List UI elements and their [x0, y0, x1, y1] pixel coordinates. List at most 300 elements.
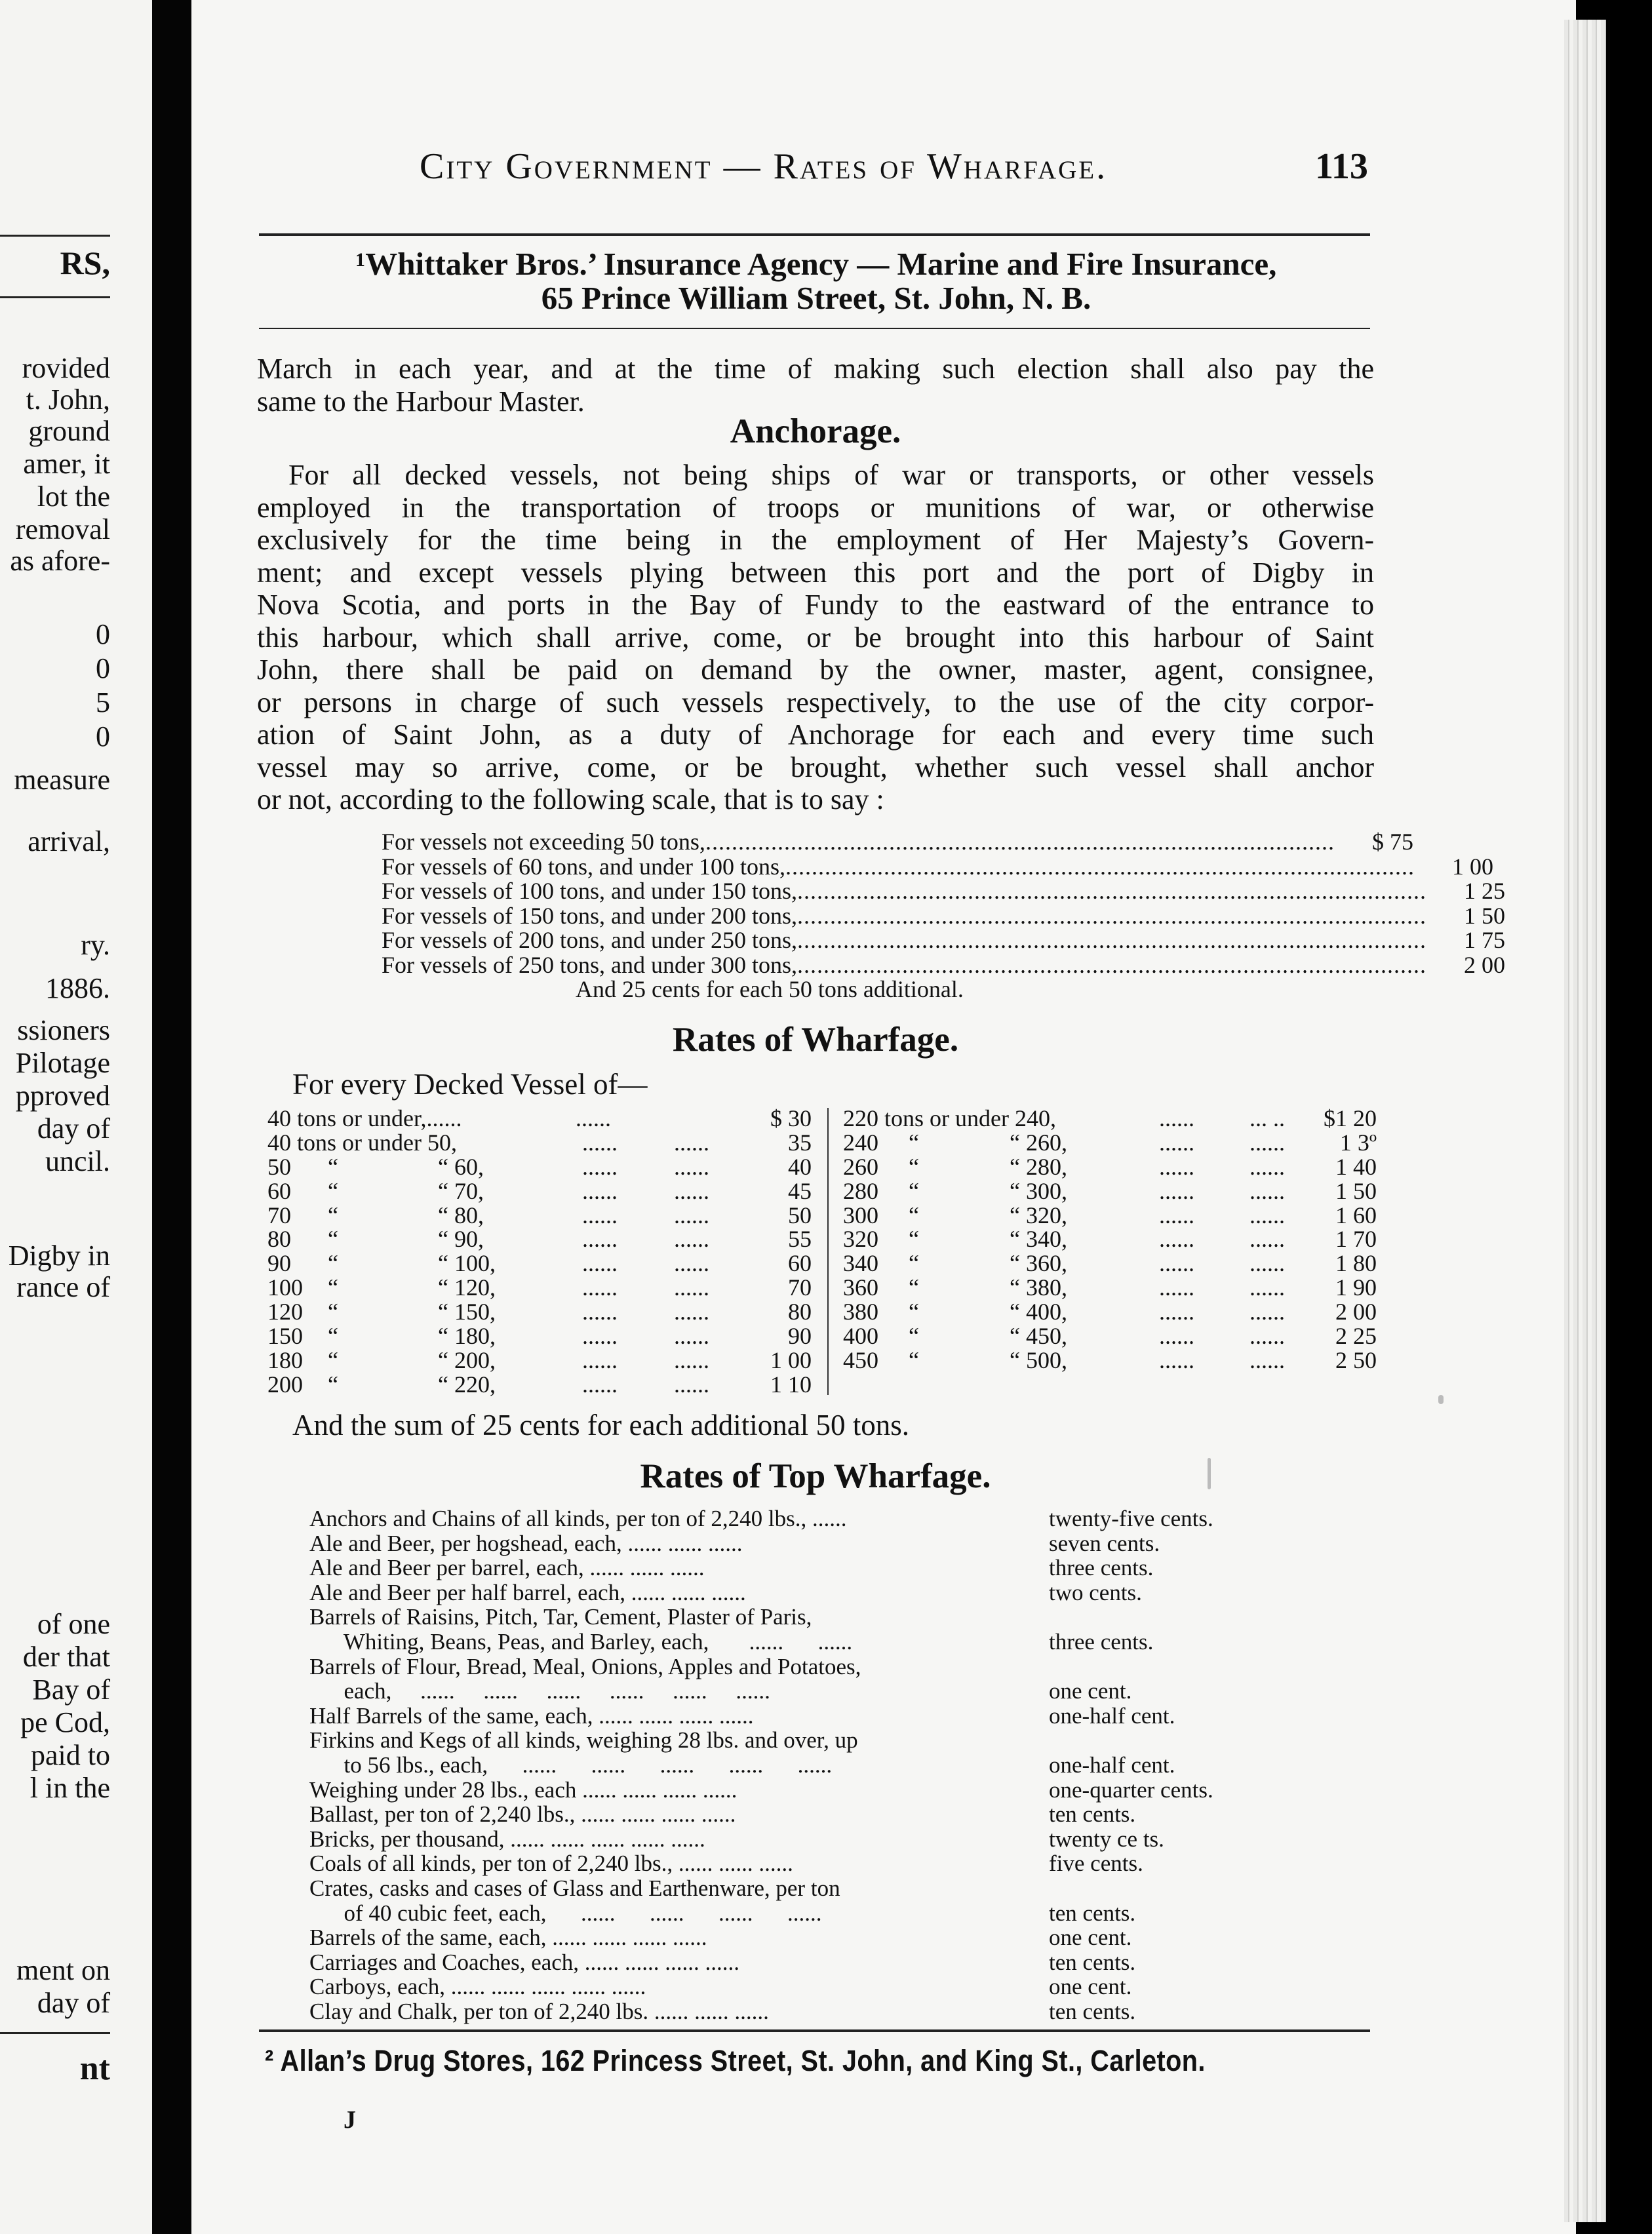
- top-wharfage-item: Firkins and Kegs of all kinds, weighing 28 lbs. and over, up: [309, 1727, 858, 1754]
- scale-amount: 1 50: [1463, 902, 1505, 929]
- top-wharfage-item: Barrels of Flour, Bread, Meal, Onions, Apples and Potatoes,: [309, 1653, 861, 1679]
- text-line: employed in the transportation of troops or munitions of war, or otherwise: [257, 491, 1374, 524]
- wharfage-rate: 60: [788, 1250, 812, 1277]
- tonnage-from: 60: [267, 1177, 291, 1204]
- tonnage-from: 200: [267, 1371, 303, 1398]
- facing-fragment: 0: [96, 652, 110, 684]
- top-wharfage-row: [309, 1753, 1280, 1778]
- tonnage-to: “ 450,: [1010, 1323, 1067, 1350]
- wharfage-rate: 1 40: [1335, 1153, 1377, 1180]
- ditto-mark: “: [328, 1177, 338, 1204]
- leader-dots: ......: [1249, 1299, 1285, 1325]
- wharfage-rate: 1 3º: [1339, 1129, 1377, 1156]
- top-wharfage-row: [309, 1605, 1280, 1630]
- ditto-mark: “: [909, 1323, 919, 1350]
- page-number: 113: [1315, 146, 1368, 187]
- top-wharfage-item: Carboys, each, ...... ...... ...... ...... ......: [309, 1974, 646, 2000]
- anchorage-heading: Anchorage.: [730, 412, 901, 450]
- facing-fragment: arrival,: [28, 825, 110, 857]
- tonnage-from: 220 tons or under 240,: [843, 1105, 1056, 1131]
- leader-dots: ......: [1159, 1250, 1194, 1277]
- leader-dots: ......: [1249, 1274, 1285, 1301]
- tonnage-to: “ 120,: [438, 1274, 496, 1301]
- wharfage-rate: 1 90: [1335, 1274, 1377, 1301]
- leader-dots: ......: [674, 1129, 709, 1156]
- tonnage-to: “ 150,: [438, 1299, 496, 1325]
- top-wharfage-item: Anchors and Chains of all kinds, per ton of 2,240 lbs., ......: [309, 1506, 847, 1531]
- scale-row: [382, 902, 1505, 929]
- top-wharfage-rate: five cents.: [1049, 1851, 1143, 1877]
- wharfage-row: [267, 1300, 812, 1324]
- leader-dots: ......: [674, 1346, 709, 1373]
- top-wharfage-rate: one-half cent.: [1049, 1702, 1175, 1729]
- scale-row: [382, 951, 1505, 978]
- top-wharfage-row: [309, 1655, 1280, 1679]
- top-wharfage-item: Ale and Beer per barrel, each, ...... ...... ......: [309, 1555, 705, 1581]
- wharfage-row: [267, 1131, 812, 1155]
- leader-dots: ......: [1249, 1250, 1285, 1277]
- wharfage-rate: $ 30: [770, 1105, 812, 1131]
- wharfage-row: [843, 1324, 1377, 1348]
- top-wharfage-item: each, ...... ...... ...... ...... ...... ......: [309, 1678, 770, 1704]
- leader-dots: ......: [1249, 1177, 1285, 1204]
- ditto-mark: “: [909, 1274, 919, 1301]
- tonnage-to: “ 100,: [438, 1250, 496, 1277]
- text-line: ation of Saint John, as a duty of Anchorage for each and every time such: [257, 718, 1374, 751]
- wharfage-row: [843, 1348, 1377, 1373]
- scale-label: For vessels of 200 tons, and under 250 tons,: [382, 927, 797, 953]
- wharfage-rate: 2 50: [1335, 1346, 1377, 1373]
- top-wharfage-rate: twenty ce ts.: [1049, 1826, 1164, 1852]
- tonnage-to: “ 280,: [1010, 1153, 1067, 1180]
- top-wharfage-row: [309, 1827, 1280, 1852]
- facing-fragment: 0: [96, 720, 110, 753]
- leader-dots: ......: [582, 1299, 618, 1325]
- tonnage-to: “ 500,: [1010, 1346, 1067, 1373]
- wharfage-subheading: For every Decked Vessel of—: [292, 1068, 648, 1101]
- facing-fragment: day of: [37, 1112, 110, 1145]
- ditto-mark: “: [328, 1274, 338, 1301]
- facing-fragment: ground: [28, 415, 110, 447]
- leader-dots: ................................................................................................: [796, 878, 1426, 904]
- top-wharfage-rate: ten cents.: [1049, 1998, 1136, 2024]
- top-wharfage-row: [309, 1728, 1280, 1753]
- tonnage-to: “ 80,: [438, 1202, 484, 1228]
- wharfage-rate: 1 80: [1335, 1250, 1377, 1277]
- leader-dots: ......: [1159, 1129, 1194, 1156]
- ditto-mark: “: [909, 1346, 919, 1373]
- leader-dots: ......: [1159, 1323, 1194, 1350]
- leader-dots: ......: [674, 1299, 709, 1325]
- top-wharfage-rate: twenty-five cents.: [1049, 1506, 1213, 1531]
- advertisement-rule: [259, 328, 1370, 329]
- wharfage-rate: 45: [788, 1177, 812, 1204]
- wharfage-row: [843, 1251, 1377, 1276]
- ditto-mark: “: [328, 1346, 338, 1373]
- facing-fragment: Bay of: [32, 1674, 110, 1706]
- top-wharfage-item: Ale and Beer, per hogshead, each, ...... ...... ......: [309, 1530, 743, 1556]
- book-gutter: [152, 0, 191, 2234]
- leader-dots: ......: [674, 1250, 709, 1277]
- facing-fragment: Pilotage: [15, 1047, 110, 1079]
- wharfage-rate: 1 60: [1335, 1202, 1377, 1228]
- top-advertisement-line1: ¹Whittaker Bros.’ Insurance Agency — Marine and Fire Insurance,: [355, 246, 1277, 282]
- leader-dots: ......: [674, 1202, 709, 1228]
- tonnage-to: “ 260,: [1010, 1129, 1067, 1156]
- facing-fragment: t. John,: [26, 383, 110, 416]
- text-line: For all decked vessels, not being ships of war or transports, or other vessels: [288, 459, 1374, 491]
- text-line: March in each year, and at the time of making such election shall also pay the: [257, 353, 1374, 385]
- text-line: Nova Scotia, and ports in the Bay of Fundy to the eastward of the entrance to: [257, 589, 1374, 621]
- top-advertisement-line2: 65 Prince William Street, St. John, N. B.: [541, 280, 1092, 316]
- footer-rule: [259, 2029, 1370, 2032]
- wharfage-row: [843, 1107, 1377, 1131]
- tonnage-from: 80: [267, 1226, 291, 1253]
- wharfage-rate: 70: [788, 1274, 812, 1301]
- tonnage-from: 150: [267, 1323, 303, 1350]
- top-wharfage-row: [309, 1974, 1280, 1999]
- wharfage-row: [843, 1227, 1377, 1251]
- top-wharfage-rate: seven cents.: [1049, 1530, 1160, 1556]
- wharfage-row: [843, 1179, 1377, 1204]
- wharfage-column-divider: [827, 1108, 829, 1395]
- top-wharfage-rate: three cents.: [1049, 1628, 1154, 1655]
- wharfage-row: [267, 1348, 812, 1373]
- top-wharfage-rate: one-half cent.: [1049, 1752, 1175, 1778]
- wharfage-rate: 40: [788, 1153, 812, 1180]
- wharfage-row: [843, 1276, 1377, 1300]
- facing-fragment: RS,: [60, 245, 110, 281]
- text-line: vessel may so arrive, come, or be brought, whether such vessel shall anchor: [257, 751, 1374, 783]
- leader-dots: ................................................................................................: [785, 853, 1415, 880]
- leader-dots: ......: [582, 1323, 618, 1350]
- ink-speck: [1438, 1395, 1444, 1404]
- top-wharfage-rate: one-quarter cents.: [1049, 1776, 1213, 1803]
- wharfage-row: [267, 1324, 812, 1348]
- top-wharfage-rate: ten cents.: [1049, 1801, 1136, 1828]
- top-wharfage-item: Whiting, Beans, Peas, and Barley, each, ...... ......: [309, 1628, 853, 1655]
- scale-amount: $ 75: [1371, 829, 1413, 855]
- wharfage-footer: And the sum of 25 cents for each additional 50 tons.: [292, 1409, 910, 1441]
- facing-fragment: removal: [15, 513, 110, 545]
- top-wharfage-item: Coals of all kinds, per ton of 2,240 lbs., ...... ...... ......: [309, 1851, 793, 1877]
- scale-label: For vessels of 60 tons, and under 100 tons,: [382, 853, 785, 880]
- facing-fragment: der that: [22, 1641, 110, 1673]
- leader-dots: ......: [582, 1153, 618, 1180]
- ditto-mark: “: [909, 1299, 919, 1325]
- top-wharfage-row: [309, 1556, 1280, 1580]
- top-wharfage-rate: one cent.: [1049, 1974, 1132, 2000]
- wharfage-row: [267, 1204, 812, 1228]
- facing-fragment: of one: [37, 1608, 110, 1640]
- top-wharfage-rate: three cents.: [1049, 1555, 1154, 1581]
- facing-fragment: 1886.: [45, 972, 110, 1004]
- ditto-mark: “: [328, 1371, 338, 1398]
- tonnage-to: “ 300,: [1010, 1177, 1067, 1204]
- ditto-mark: “: [328, 1153, 338, 1180]
- leader-dots: ......: [1249, 1323, 1285, 1350]
- leader-dots: ......: [582, 1177, 618, 1204]
- wharfage-rate: 1 10: [770, 1371, 812, 1398]
- wharfage-row: [267, 1373, 812, 1397]
- scale-amount: 1 00: [1451, 853, 1493, 880]
- ditto-mark: “: [328, 1226, 338, 1253]
- leader-dots: ......: [1249, 1346, 1285, 1373]
- leader-dots: ......: [582, 1346, 618, 1373]
- leader-dots: ......: [582, 1371, 618, 1398]
- facing-fragment: Digby in: [8, 1240, 110, 1272]
- top-wharfage-heading: Rates of Top Wharfage.: [640, 1457, 991, 1495]
- facing-page-rule: [0, 296, 110, 298]
- tonnage-to: “ 220,: [438, 1371, 496, 1398]
- text-line: same to the Harbour Master.: [257, 385, 585, 418]
- leader-dots: ......: [1249, 1129, 1285, 1156]
- leader-dots: ......: [1249, 1153, 1285, 1180]
- wharfage-rate: 55: [788, 1226, 812, 1253]
- leader-dots: ......: [674, 1323, 709, 1350]
- wharfage-rate: 1 70: [1335, 1226, 1377, 1253]
- tonnage-from: 380: [843, 1299, 878, 1325]
- top-wharfage-item: Bricks, per thousand, ...... ...... ...... ...... ......: [309, 1826, 705, 1852]
- tonnage-from: 340: [843, 1250, 878, 1277]
- tonnage-from: 320: [843, 1226, 878, 1253]
- ditto-mark: “: [909, 1153, 919, 1180]
- text-line: exclusively for the time being in the employment of Her Majesty’s Govern-: [257, 524, 1374, 556]
- top-wharfage-rate: ten cents.: [1049, 1900, 1136, 1926]
- leader-dots: ......: [674, 1153, 709, 1180]
- facing-fragment: pe Cod,: [20, 1706, 110, 1738]
- leader-dots: ......: [1159, 1177, 1194, 1204]
- wharfage-rate: 2 00: [1335, 1299, 1377, 1325]
- wharfage-table-left: [267, 1107, 812, 1397]
- wharfage-row: [267, 1179, 812, 1204]
- scale-row: [382, 878, 1505, 904]
- scale-label: For vessels of 250 tons, and under 300 tons,: [382, 951, 797, 978]
- leader-dots: ......: [582, 1202, 618, 1228]
- facing-fragment: measure: [14, 764, 110, 796]
- wharfage-table-right: [843, 1107, 1377, 1373]
- tonnage-from: 400: [843, 1323, 878, 1350]
- top-wharfage-row: [309, 1950, 1280, 1975]
- leader-dots: ......: [1159, 1105, 1194, 1131]
- facing-fragment: day of: [37, 1987, 110, 2019]
- top-wharfage-item: of 40 cubic feet, each, ...... ...... ...... ......: [309, 1900, 822, 1926]
- top-wharfage-item: Barrels of the same, each, ...... ...... ...... ......: [309, 1925, 707, 1951]
- tonnage-to: “ 340,: [1010, 1226, 1067, 1253]
- leader-dots: ................................................................................................: [796, 927, 1426, 953]
- top-wharfage-row: [309, 1630, 1280, 1655]
- leader-dots: ................................................................................................: [705, 829, 1335, 855]
- scale-label: For vessels of 100 tons, and under 150 tons,: [382, 878, 797, 904]
- top-wharfage-row: [309, 1802, 1280, 1827]
- tonnage-from: 240: [843, 1129, 878, 1156]
- leader-dots: ................................................................................................: [796, 902, 1426, 929]
- top-wharfage-item: Weighing under 28 lbs., each ...... ...... ...... ......: [309, 1776, 738, 1803]
- tonnage-to: “ 380,: [1010, 1274, 1067, 1301]
- leader-dots: ......: [674, 1274, 709, 1301]
- top-wharfage-row: [309, 1778, 1280, 1803]
- tonnage-from: 50: [267, 1153, 291, 1180]
- top-wharfage-rate: ten cents.: [1049, 1949, 1136, 1975]
- leader-dots: ......: [1159, 1202, 1194, 1228]
- wharfage-rate: 50: [788, 1202, 812, 1228]
- facing-fragment: rance of: [16, 1271, 110, 1303]
- facing-fragment: rovided: [22, 352, 110, 384]
- wharfage-row: [843, 1204, 1377, 1228]
- ditto-mark: “: [909, 1129, 919, 1156]
- scale-amount: 1 75: [1463, 927, 1505, 953]
- wharfage-rate: 2 25: [1335, 1323, 1377, 1350]
- scale-label: For vessels not exceeding 50 tons,: [382, 829, 705, 855]
- top-wharfage-item: to 56 lbs., each, ...... ...... ...... ...... ......: [309, 1752, 833, 1778]
- facing-fragment: ry.: [81, 929, 110, 961]
- tonnage-from: 40 tons or under,......: [267, 1105, 462, 1131]
- bottom-advertisement: ² Allan’s Drug Stores, 162 Princess Street, St. John, and King St., Carleton.: [265, 2044, 1206, 2077]
- facing-fragment: 5: [96, 686, 110, 718]
- ditto-mark: “: [328, 1202, 338, 1228]
- leader-dots: ......: [1159, 1274, 1194, 1301]
- leader-dots: ......: [674, 1226, 709, 1253]
- facing-fragment: paid to: [31, 1739, 110, 1771]
- top-wharfage-item: Clay and Chalk, per ton of 2,240 lbs. ...... ...... ......: [309, 1998, 769, 2024]
- ditto-mark: “: [909, 1177, 919, 1204]
- text-line: ment; and except vessels plying between this port and the port of Digby in: [257, 556, 1374, 589]
- facing-page: [0, 0, 152, 2234]
- leader-dots: ......: [1249, 1202, 1285, 1228]
- wharfage-row: [843, 1155, 1377, 1179]
- header-rule: [259, 233, 1370, 236]
- facing-fragment: lot the: [37, 480, 110, 513]
- top-wharfage-rate: one cent.: [1049, 1925, 1132, 1951]
- top-wharfage-row: [309, 1531, 1280, 1556]
- scale-row: [382, 829, 1413, 855]
- ditto-mark: “: [909, 1250, 919, 1277]
- facing-page-rule: [0, 235, 110, 237]
- leader-dots: ......: [1249, 1226, 1285, 1253]
- intro-paragraph: [257, 353, 1374, 418]
- tonnage-from: 70: [267, 1202, 291, 1228]
- tonnage-to: “ 200,: [438, 1346, 496, 1373]
- leader-dots: ......: [674, 1371, 709, 1398]
- ink-speck: [1208, 1458, 1211, 1489]
- scale-row: [382, 853, 1493, 880]
- leader-dots: ......: [1159, 1153, 1194, 1180]
- wharfage-rate: 80: [788, 1299, 812, 1325]
- wharfage-row: [267, 1227, 812, 1251]
- tonnage-to: “ 360,: [1010, 1250, 1067, 1277]
- leader-dots: ......: [576, 1105, 611, 1131]
- facing-fragment: amer, it: [23, 448, 110, 480]
- tonnage-from: 450: [843, 1346, 878, 1373]
- tonnage-from: 100: [267, 1274, 303, 1301]
- leader-dots: ... ..: [1249, 1105, 1285, 1131]
- tonnage-from: 280: [843, 1177, 878, 1204]
- text-line: or not, according to the following scale, that is to say :: [257, 783, 884, 815]
- top-wharfage-item: Carriages and Coaches, each, ...... ...... ...... ......: [309, 1949, 740, 1975]
- tonnage-from: 360: [843, 1274, 878, 1301]
- facing-fragment: pproved: [15, 1080, 110, 1112]
- top-wharfage-row: [309, 1679, 1280, 1704]
- page-edge: [1564, 20, 1606, 2222]
- wharfage-row: [267, 1107, 812, 1131]
- top-wharfage-row: [309, 1580, 1280, 1605]
- text-line: this harbour, which shall arrive, come, or be brought into this harbour of Saint: [257, 621, 1374, 654]
- wharfage-rate: 1 00: [770, 1346, 812, 1373]
- wharfage-row: [267, 1276, 812, 1300]
- top-wharfage-row: [309, 1704, 1280, 1729]
- scale-row: [382, 927, 1505, 953]
- tonnage-from: 260: [843, 1153, 878, 1180]
- tonnage-from: 300: [843, 1202, 878, 1228]
- top-wharfage-item: Half Barrels of the same, each, ...... ...... ...... ......: [309, 1702, 754, 1729]
- tonnage-to: “ 400,: [1010, 1299, 1067, 1325]
- ditto-mark: “: [328, 1250, 338, 1277]
- wharfage-row: [267, 1155, 812, 1179]
- tonnage-to: “ 70,: [438, 1177, 484, 1204]
- anchorage-scale-table: [382, 829, 1505, 978]
- ditto-mark: “: [328, 1299, 338, 1325]
- top-wharfage-row: [309, 1925, 1280, 1950]
- tonnage-from: 40 tons or under 50,: [267, 1129, 457, 1156]
- leader-dots: ......: [582, 1250, 618, 1277]
- tonnage-to: “ 90,: [438, 1226, 484, 1253]
- facing-fragment: ment on: [16, 1954, 110, 1986]
- top-wharfage-item: Ballast, per ton of 2,240 lbs., ...... ...... ...... ......: [309, 1801, 736, 1828]
- tonnage-from: 90: [267, 1250, 291, 1277]
- top-wharfage-item: Crates, casks and cases of Glass and Earthenware, per ton: [309, 1875, 840, 1901]
- top-wharfage-row: [309, 1999, 1280, 2024]
- top-wharfage-row: [309, 1876, 1280, 1901]
- wharfage-rate: 1 50: [1335, 1177, 1377, 1204]
- anchorage-paragraph: [257, 459, 1374, 816]
- top-wharfage-rate: one cent.: [1049, 1678, 1132, 1704]
- leader-dots: ......: [582, 1226, 618, 1253]
- text-line: or persons in charge of such vessels respectively, to the use of the city corpor-: [257, 686, 1374, 718]
- signature-mark: J: [344, 2106, 356, 2134]
- text-line: John, there shall be paid on demand by the owner, master, agent, consignee,: [257, 654, 1374, 686]
- ditto-mark: “: [909, 1202, 919, 1228]
- top-wharfage-item: Ale and Beer per half barrel, each, ...... ...... ......: [309, 1579, 746, 1605]
- scale-note: And 25 cents for each 50 tons additional.: [576, 976, 964, 1002]
- tonnage-to: “ 60,: [438, 1153, 484, 1180]
- leader-dots: ......: [674, 1177, 709, 1204]
- facing-fragment: as afore-: [10, 545, 110, 577]
- tonnage-to: “ 320,: [1010, 1202, 1067, 1228]
- top-wharfage-row: [309, 1851, 1280, 1876]
- top-wharfage-row: [309, 1901, 1280, 1926]
- top-wharfage-rate: two cents.: [1049, 1579, 1142, 1605]
- wharfage-row: [843, 1131, 1377, 1155]
- top-wharfage-row: [309, 1506, 1280, 1531]
- top-wharfage-table: [309, 1506, 1280, 2024]
- tonnage-from: 120: [267, 1299, 303, 1325]
- wharfage-rate: 35: [788, 1129, 812, 1156]
- scale-amount: 2 00: [1463, 951, 1505, 978]
- scale-amount: 1 25: [1463, 878, 1505, 904]
- leader-dots: ......: [1159, 1346, 1194, 1373]
- leader-dots: ......: [1159, 1299, 1194, 1325]
- tonnage-from: 180: [267, 1346, 303, 1373]
- facing-fragment: uncil.: [45, 1145, 110, 1177]
- leader-dots: ......: [582, 1129, 618, 1156]
- ditto-mark: “: [328, 1323, 338, 1350]
- wharfage-row: [267, 1251, 812, 1276]
- leader-dots: ......: [582, 1274, 618, 1301]
- wharfage-rate: 90: [788, 1323, 812, 1350]
- facing-page-rule: [0, 2032, 110, 2034]
- facing-fragment: 0: [96, 618, 110, 650]
- leader-dots: ......: [1159, 1226, 1194, 1253]
